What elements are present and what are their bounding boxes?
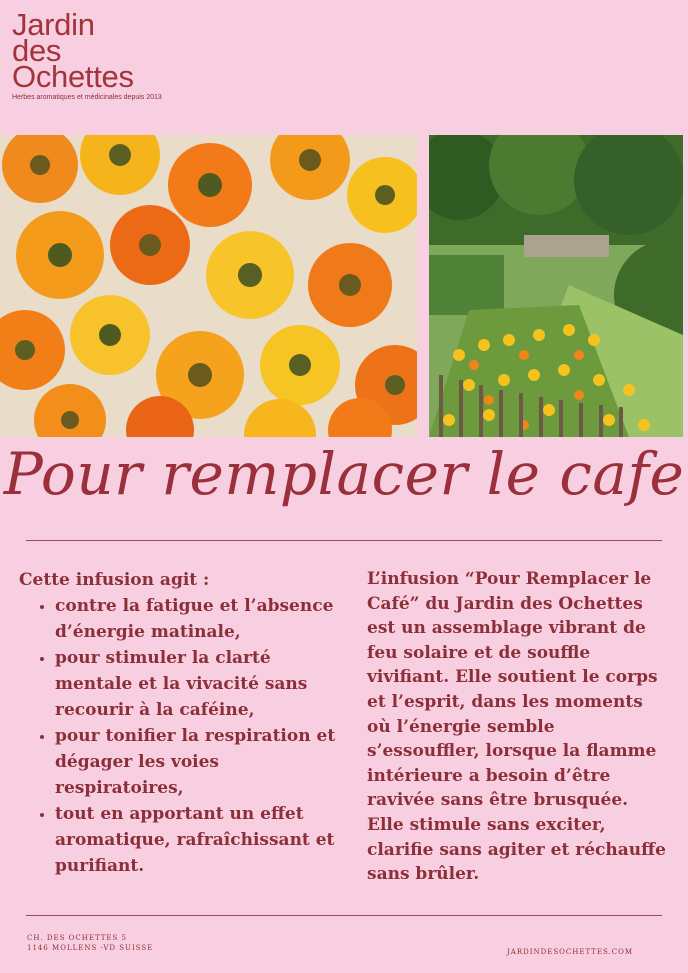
benefit-item: • pour stimuler la clarté mentale et la vivacité sans recourir à la caféine, bbox=[55, 645, 339, 723]
benefits-lead: Cette infusion agit : bbox=[19, 570, 210, 590]
footer-address bbox=[27, 933, 153, 953]
brand-name-line1: Jardin bbox=[12, 7, 95, 42]
page-title: Pour remplacer le cafe bbox=[3, 440, 685, 508]
brand-name-line3: Ochettes bbox=[12, 59, 134, 94]
brand-name-line2: des bbox=[12, 33, 62, 68]
garden-path-photo bbox=[429, 135, 683, 437]
divider-bottom bbox=[26, 915, 662, 916]
description-text: L’infusion “Pour Remplacer le Café” du Jardin des Ochettes est un assemblage vibrant de feu solaire et de souffle vivifiant. Elle soutient le corps et l’esprit, dans les moments où l’énergie semble s’essouffler, lorsque la flamme intérieure a besoin d’être ravivée sans être brusquée. Elle stimule sans exciter, clarifie sans agiter et réchauffe sans brûler. bbox=[367, 569, 666, 885]
address-line1: CH. DES OCHETTES 5 bbox=[27, 934, 128, 942]
benefit-item: • tout en apportant un effet aromatique, rafraîchissant et purifiant. bbox=[55, 801, 339, 879]
divider-top bbox=[26, 540, 662, 541]
footer-website: JARDINDESOCHETTES.COM bbox=[507, 948, 634, 956]
brand-tagline: Herbes aromatiques et médicinales depuis 2013 bbox=[12, 94, 162, 101]
benefits-column bbox=[19, 567, 339, 879]
benefits-list bbox=[19, 593, 339, 879]
brand-logo bbox=[12, 7, 162, 101]
description-column bbox=[367, 567, 667, 887]
benefit-item: • pour tonifier la respiration et dégager les voies respiratoires, bbox=[55, 723, 339, 801]
benefit-item: • contre la fatigue et l’absence d’énergie matinale, bbox=[55, 593, 339, 645]
calendula-flowers-photo bbox=[0, 135, 417, 437]
address-line2: 1146 MOLLENS -VD SUISSE bbox=[27, 944, 154, 952]
